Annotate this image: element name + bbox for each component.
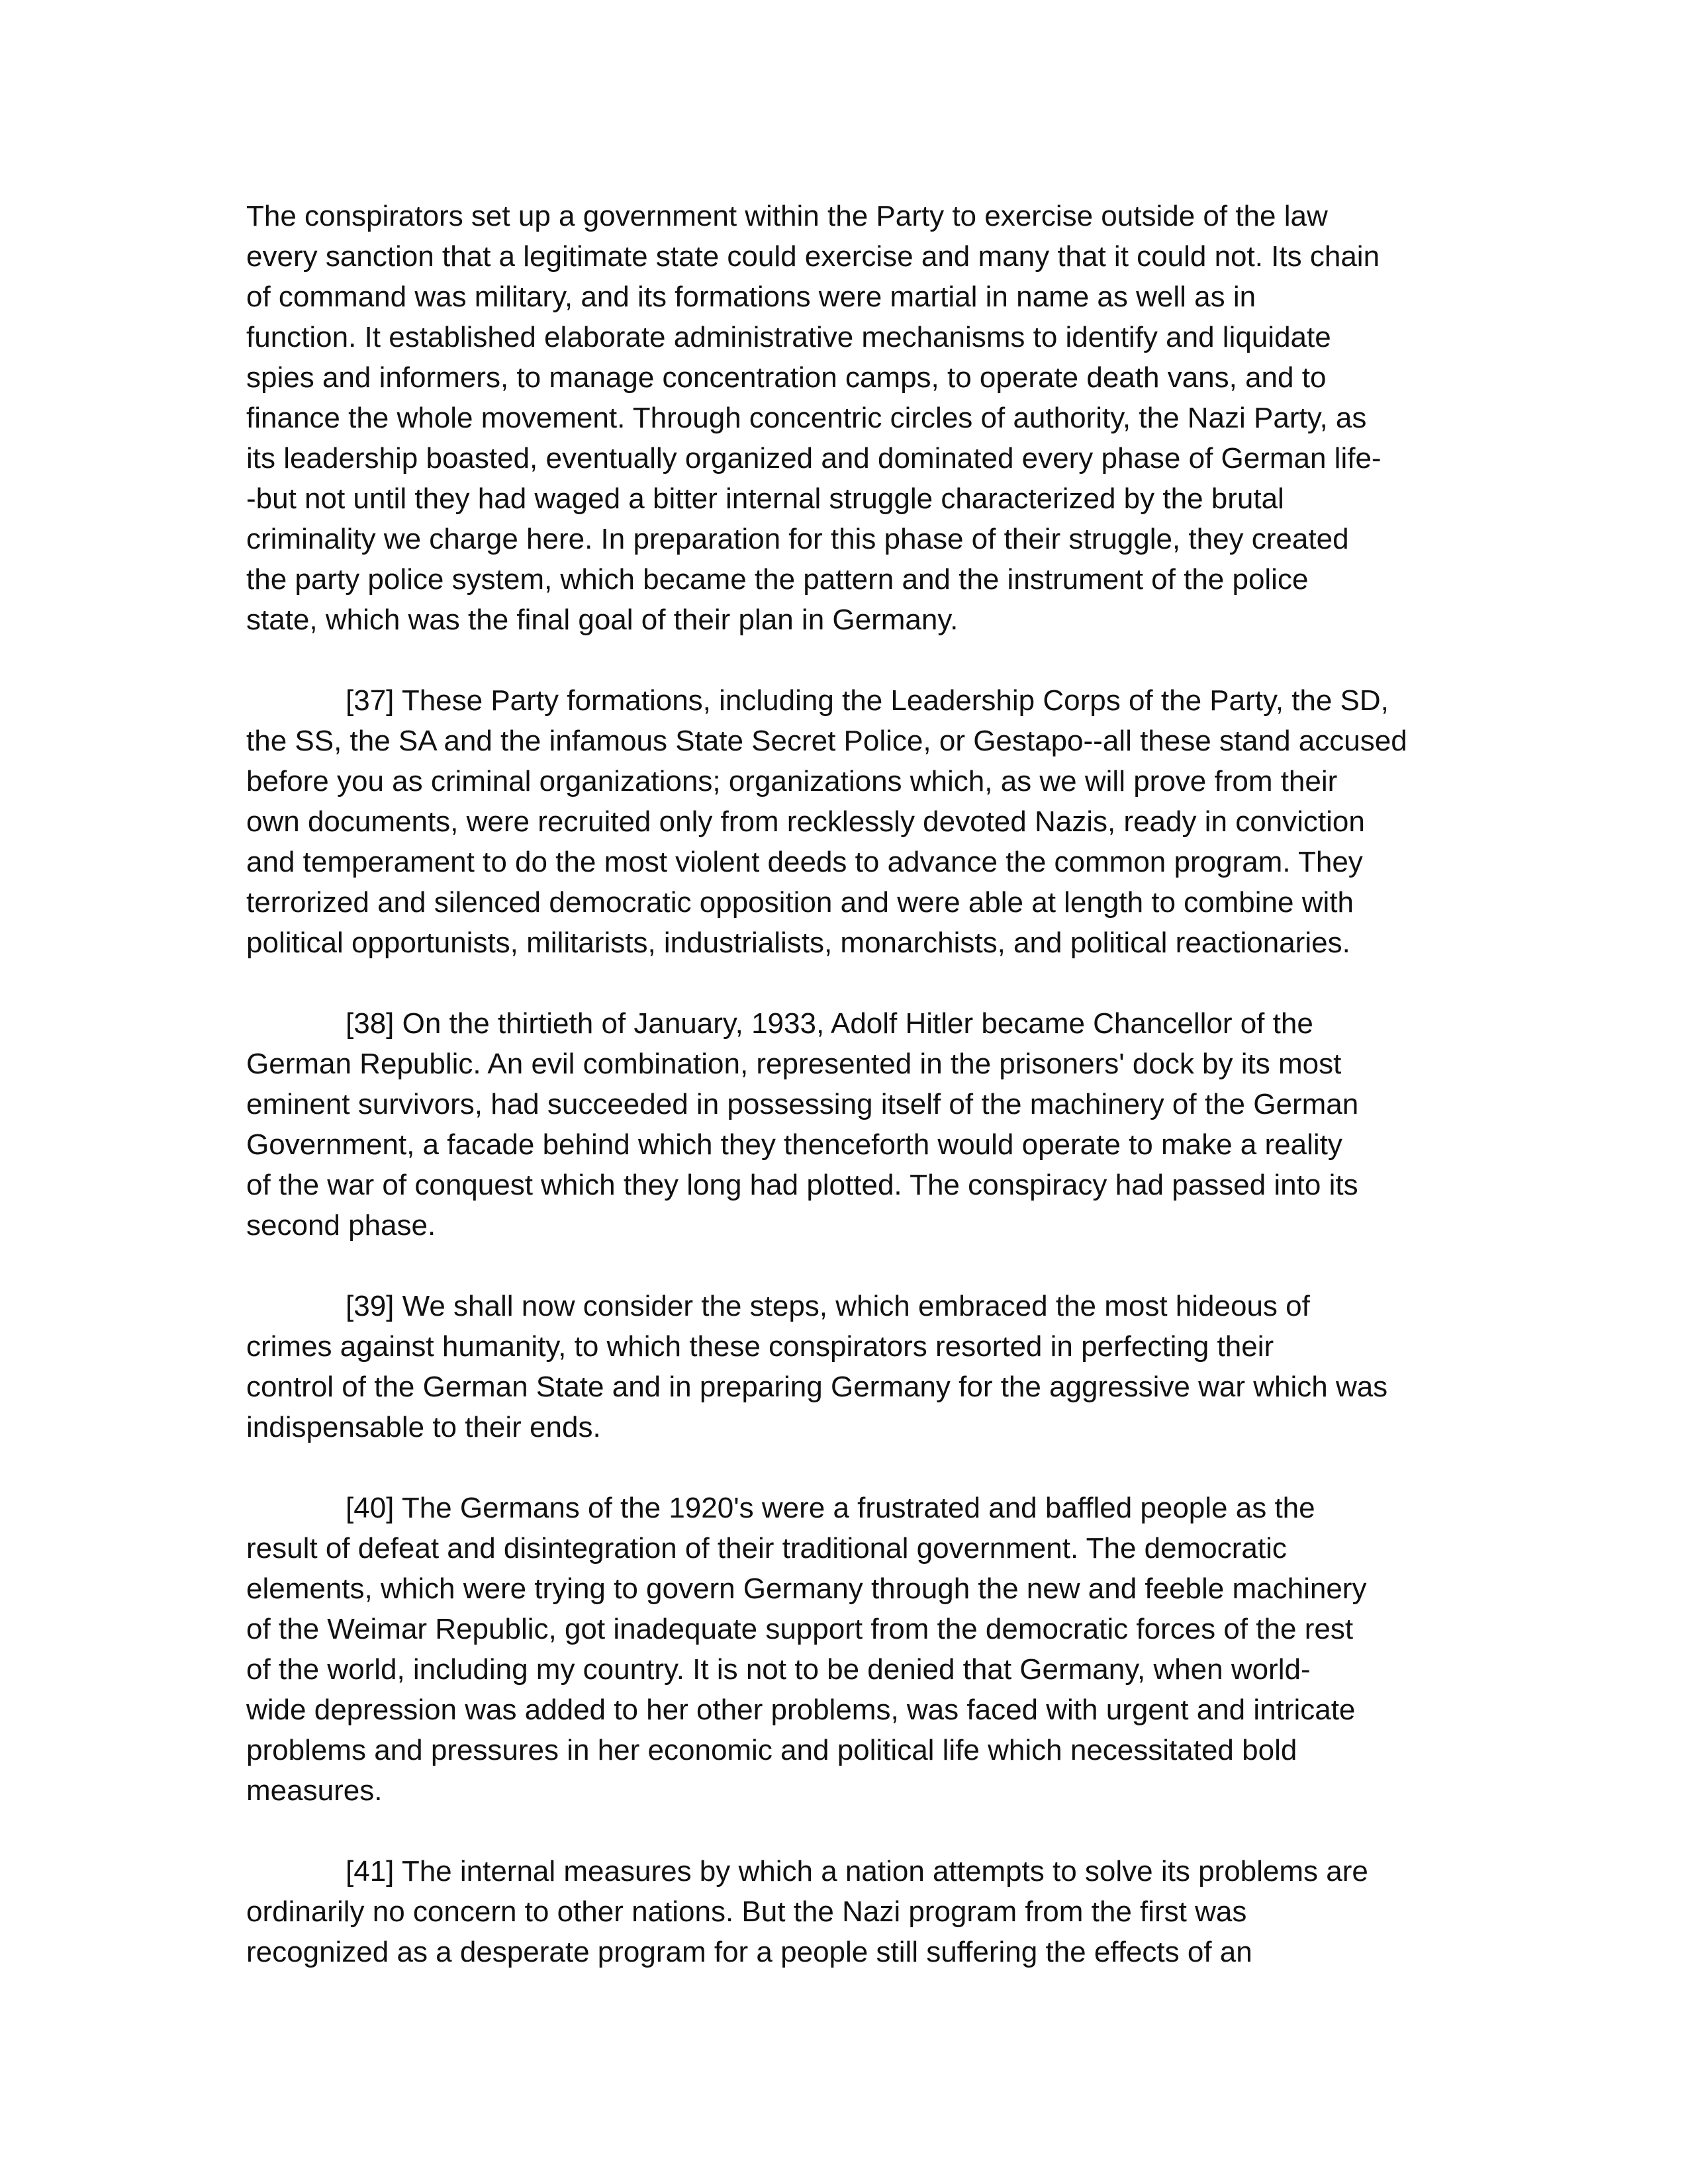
- text-line: and temperament to do the most violent deeds to advance the common program. They: [246, 846, 1363, 878]
- paragraph-spacer: [246, 640, 1438, 680]
- text-line: finance the whole movement. Through concentric circles of authority, the Nazi Party, as: [246, 402, 1367, 434]
- text-line: [41] The internal measures by which a nation attempts to solve its problems are: [346, 1855, 1368, 1888]
- text-line: of command was military, and its formations were martial in name as well as in: [246, 281, 1256, 313]
- text-line: measures.: [246, 1774, 383, 1807]
- text-line: spies and informers, to manage concentration camps, to operate death vans, and to: [246, 361, 1327, 394]
- text-line: Government, a facade behind which they thenceforth would operate to make a reality: [246, 1128, 1342, 1161]
- document-body: [246, 196, 1438, 1972]
- text-line: political opportunists, militarists, industrialists, monarchists, and political reactionaries.: [246, 927, 1350, 959]
- text-line: every sanction that a legitimate state could exercise and many that it could not. Its chain: [246, 240, 1380, 273]
- text-line: terrorized and silenced democratic opposition and were able at length to combine with: [246, 886, 1354, 919]
- text-line: state, which was the final goal of their plan in Germany.: [246, 604, 959, 636]
- text-line: wide depression was added to her other problems, was faced with urgent and intricate: [246, 1694, 1356, 1726]
- text-line: its leadership boasted, eventually organized and dominated every phase of German life-: [246, 442, 1382, 475]
- paragraph-spacer: [246, 1246, 1438, 1286]
- text-line: [40] The Germans of the 1920's were a frustrated and baffled people as the: [346, 1492, 1315, 1524]
- text-line: of the world, including my country. It is not to be denied that Germany, when world-: [246, 1653, 1311, 1686]
- paragraph: [246, 196, 1438, 640]
- text-line: eminent survivors, had succeeded in possessing itself of the machinery of the German: [246, 1088, 1359, 1120]
- text-line: before you as criminal organizations; organizations which, as we will prove from their: [246, 765, 1338, 797]
- text-line: own documents, were recruited only from recklessly devoted Nazis, ready in conviction: [246, 805, 1365, 838]
- text-line: function. It established elaborate administrative mechanisms to identify and liquidate: [246, 321, 1331, 353]
- text-line: [39] We shall now consider the steps, which embraced the most hideous of: [346, 1290, 1310, 1322]
- paragraph-spacer: [246, 1811, 1438, 1851]
- text-line: of the war of conquest which they long had plotted. The conspiracy had passed into its: [246, 1169, 1358, 1201]
- text-line: [38] On the thirtieth of January, 1933, Adolf Hitler became Chancellor of the: [346, 1007, 1313, 1040]
- text-line: crimes against humanity, to which these conspirators resorted in perfecting their: [246, 1330, 1274, 1363]
- text-line: recognized as a desperate program for a people still suffering the effects of an: [246, 1936, 1252, 1968]
- text-line: ordinarily no concern to other nations. But the Nazi program from the first was: [246, 1895, 1247, 1928]
- text-line: problems and pressures in her economic and political life which necessitated bold: [246, 1734, 1297, 1766]
- paragraph: [246, 1286, 1438, 1447]
- text-line: the SS, the SA and the infamous State Secret Police, or Gestapo--all these stand accused: [246, 725, 1407, 757]
- text-line: The conspirators set up a government within the Party to exercise outside of the law: [246, 200, 1328, 232]
- text-line: elements, which were trying to govern Germany through the new and feeble machinery: [246, 1572, 1367, 1605]
- paragraph-spacer: [246, 963, 1438, 1003]
- paragraph: [246, 680, 1438, 963]
- paragraph: [246, 1488, 1438, 1811]
- paragraph: [246, 1003, 1438, 1246]
- text-line: control of the German State and in preparing Germany for the aggressive war which was: [246, 1371, 1388, 1403]
- text-line: second phase.: [246, 1209, 436, 1242]
- paragraph-spacer: [246, 1447, 1438, 1488]
- text-line: indispensable to their ends.: [246, 1411, 601, 1443]
- text-line: the party police system, which became the pattern and the instrument of the police: [246, 563, 1309, 596]
- text-line: result of defeat and disintegration of their traditional government. The democratic: [246, 1532, 1287, 1565]
- text-line: [37] These Party formations, including the Leadership Corps of the Party, the SD,: [346, 684, 1389, 717]
- text-line: criminality we charge here. In preparation for this phase of their struggle, they created: [246, 523, 1349, 555]
- text-line: of the Weimar Republic, got inadequate support from the democratic forces of the rest: [246, 1613, 1354, 1645]
- text-line: German Republic. An evil combination, represented in the prisoners' dock by its most: [246, 1048, 1342, 1080]
- paragraph: [246, 1851, 1438, 1972]
- text-line: -but not until they had waged a bitter internal struggle characterized by the brutal: [246, 482, 1284, 515]
